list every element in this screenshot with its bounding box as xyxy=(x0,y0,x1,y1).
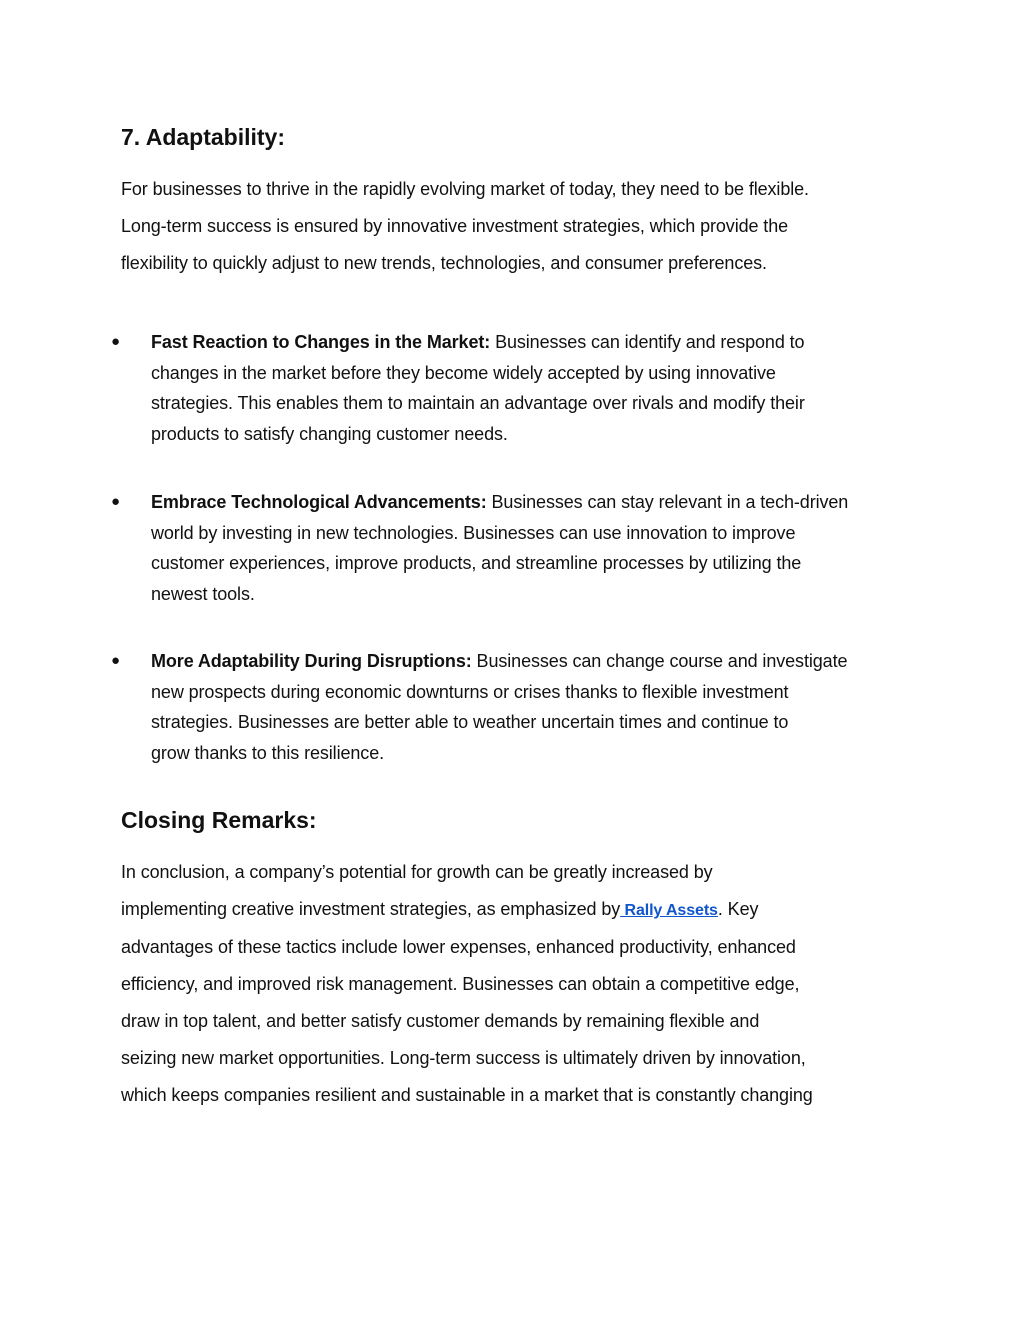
intro-line: For businesses to thrive in the rapidly evolving market of today, they need to be flexible. xyxy=(121,179,809,199)
bullet-text: Businesses can identify and respond to xyxy=(495,332,805,352)
bullet-text: strategies. This enables them to maintain an advantage over rivals and modify their xyxy=(151,393,805,413)
rally-assets-link[interactable]: Rally Assets xyxy=(620,902,718,919)
bullet-text: Businesses can change course and investigate xyxy=(476,651,848,671)
bullet-title: Fast Reaction to Changes in the Market: xyxy=(151,332,491,352)
closing-line: In conclusion, a company’s potential for growth can be greatly increased by xyxy=(121,862,713,882)
bullet-body xyxy=(151,327,911,449)
closing-line: seizing new market opportunities. Long-term success is ultimately driven by innovation, xyxy=(121,1048,806,1068)
closing-line: . Key xyxy=(717,899,759,919)
closing-line: draw in top talent, and better satisfy customer demands by remaining flexible and xyxy=(121,1011,760,1031)
closing-line: efficiency, and improved risk management. Businesses can obtain a competitive edge, xyxy=(121,974,800,994)
bullet-body xyxy=(151,646,911,768)
intro-line: Long-term success is ensured by innovative investment strategies, which provide the xyxy=(121,216,789,236)
bullet-text: products to satisfy changing customer needs. xyxy=(151,423,508,444)
bullet-text: newest tools. xyxy=(151,583,255,604)
bullet-text: grow thanks to this resilience. xyxy=(151,742,385,763)
bullet-icon: ● xyxy=(111,493,120,510)
closing-paragraph xyxy=(121,854,911,1114)
bullet-title: More Adaptability During Disruptions: xyxy=(151,651,472,671)
section-heading-closing: Closing Remarks: xyxy=(121,807,317,833)
bullet-icon: ● xyxy=(111,652,120,669)
bullet-icon: ● xyxy=(111,333,120,350)
closing-line: implementing creative investment strategies, as emphasized by xyxy=(121,899,621,919)
section-heading-adaptability: 7. Adaptability: xyxy=(121,124,285,150)
closing-line: advantages of these tactics include lower expenses, enhanced productivity, enhanced xyxy=(121,937,796,957)
bullet-text: Businesses can stay relevant in a tech-driven xyxy=(491,492,849,512)
bullet-text: customer experiences, improve products, and streamline processes by utilizing the xyxy=(151,553,802,573)
bullet-title: Embrace Technological Advancements: xyxy=(151,492,487,512)
intro-line: flexibility to quickly adjust to new trends, technologies, and consumer preferences. xyxy=(121,253,767,273)
bullet-text: changes in the market before they become widely accepted by using innovative xyxy=(151,362,776,383)
bullet-text: strategies. Businesses are better able to weather uncertain times and continue to xyxy=(151,712,789,732)
intro-paragraph xyxy=(121,171,911,282)
closing-line: which keeps companies resilient and sustainable in a market that is constantly changing xyxy=(121,1085,813,1105)
bullet-body xyxy=(151,487,911,609)
bullet-text: world by investing in new technologies. Businesses can use innovation to improve xyxy=(151,522,796,543)
bullet-text: new prospects during economic downturns or crises thanks to flexible investment xyxy=(151,681,789,702)
